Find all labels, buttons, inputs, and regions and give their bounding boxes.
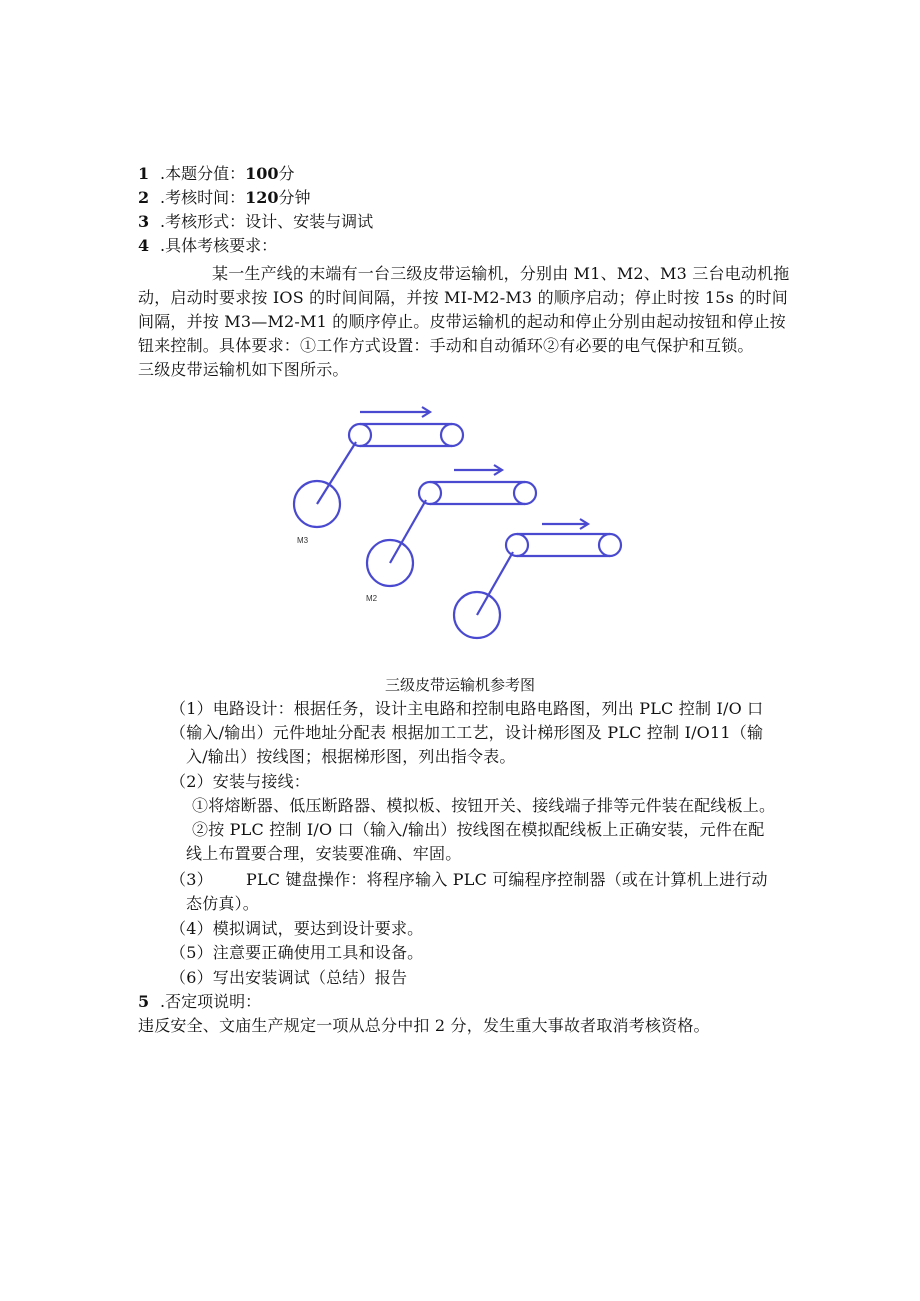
item-1-number: 1 [138, 164, 150, 183]
item-2-value: 120 [245, 188, 279, 207]
pulley-2-right [514, 482, 536, 504]
item-4 [138, 234, 277, 258]
figure-caption: 三级皮带运输机参考图 [384, 676, 535, 694]
pulley-1-left [349, 424, 371, 446]
task-line: （1）电路设计：根据任务，设计主电路和控制电路电路图，列出 PLC 控制 I/O 口 [170, 699, 764, 718]
item-1-label: .本题分值： [160, 164, 246, 183]
label-m2: M2 [366, 594, 378, 603]
paragraph-line: 动，启动时要求按 IOS 的时间间隔，并按 MI-M2-M3 的顺序启动；停止时按 15s 的时间 [138, 288, 788, 307]
item-5-text: .否定项说明： [160, 992, 262, 1011]
task-line: PLC 键盘操作：将程序输入 PLC 可编程序控制器（或在计算机上进行动 [246, 870, 768, 889]
task-line: （6）写出安装调试（总结）报告 [170, 968, 408, 987]
drive-link-m3 [317, 442, 356, 504]
pulley-3-right [599, 534, 621, 556]
task-line: 入/输出）按线图；根据梯形图，列出指令表。 [186, 747, 516, 766]
item-1-unit: 分 [278, 164, 295, 183]
task-line: 态仿真）。 [186, 894, 260, 913]
item-1-value: 100 [245, 164, 279, 183]
footer-note: 违反安全、文庙生产规定一项从总分中扣 2 分，发生重大事故者取消考核资格。 [138, 1016, 710, 1035]
item-5-number: 5 [138, 992, 150, 1011]
item-2-number: 2 [138, 188, 150, 207]
task-line: （5）注意要正确使用工具和设备。 [170, 943, 424, 962]
pulley-3-left [506, 534, 528, 556]
task-line: 线上布置要合理，安装要准确、牢固。 [186, 844, 462, 863]
item-1 [138, 162, 295, 186]
paragraph-line: 间隔，并按 M3—M2-M1 的顺序停止。皮带运输机的起动和停止分别由起动按钮和停止按 [138, 312, 786, 331]
paragraph-line: 某一生产线的末端有一台三级皮带运输机，分别由 M1、M2、M3 三台电动机拖 [212, 264, 790, 283]
task-line: （4）模拟调试，要达到设计要求。 [170, 919, 424, 938]
item-2-unit: 分钟 [278, 188, 311, 207]
paragraph-line: 三级皮带运输机如下图所示。 [138, 360, 349, 379]
task-line: （输入/输出）元件地址分配表 根据加工工艺，设计梯形图及 PLC 控制 I/O11（输 [170, 723, 764, 742]
label-m3: M3 [297, 536, 309, 545]
pulley-1-right [441, 424, 463, 446]
task-line: ②按 PLC 控制 I/O 口（输入/输出）按线图在模拟配线板上正确安装，元件在配 [192, 820, 765, 839]
item-2-label: .考核时间： [160, 188, 246, 207]
drive-link-m2 [390, 500, 426, 563]
pulley-2-left [419, 482, 441, 504]
item-3-number: 3 [138, 212, 150, 231]
paragraph-line: 钮来控制。具体要求：①工作方式设置：手动和自动循环②有必要的电气保护和互锁。 [138, 336, 754, 355]
drive-link-m1 [477, 552, 513, 615]
task-line-number: （3） [170, 870, 213, 889]
conveyor-diagram [280, 400, 640, 650]
item-4-text: .具体考核要求： [160, 236, 278, 255]
item-2 [138, 186, 311, 210]
task-line: ①将熔断器、低压断路器、模拟板、按钮开关、接线端子排等元件装在配线板上。 [192, 796, 776, 815]
item-3 [138, 210, 373, 234]
task-line: （2）安装与接线： [170, 772, 310, 791]
item-4-number: 4 [138, 236, 150, 255]
item-3-text: .考核形式：设计、安装与调试 [160, 212, 374, 231]
item-5 [138, 990, 261, 1014]
